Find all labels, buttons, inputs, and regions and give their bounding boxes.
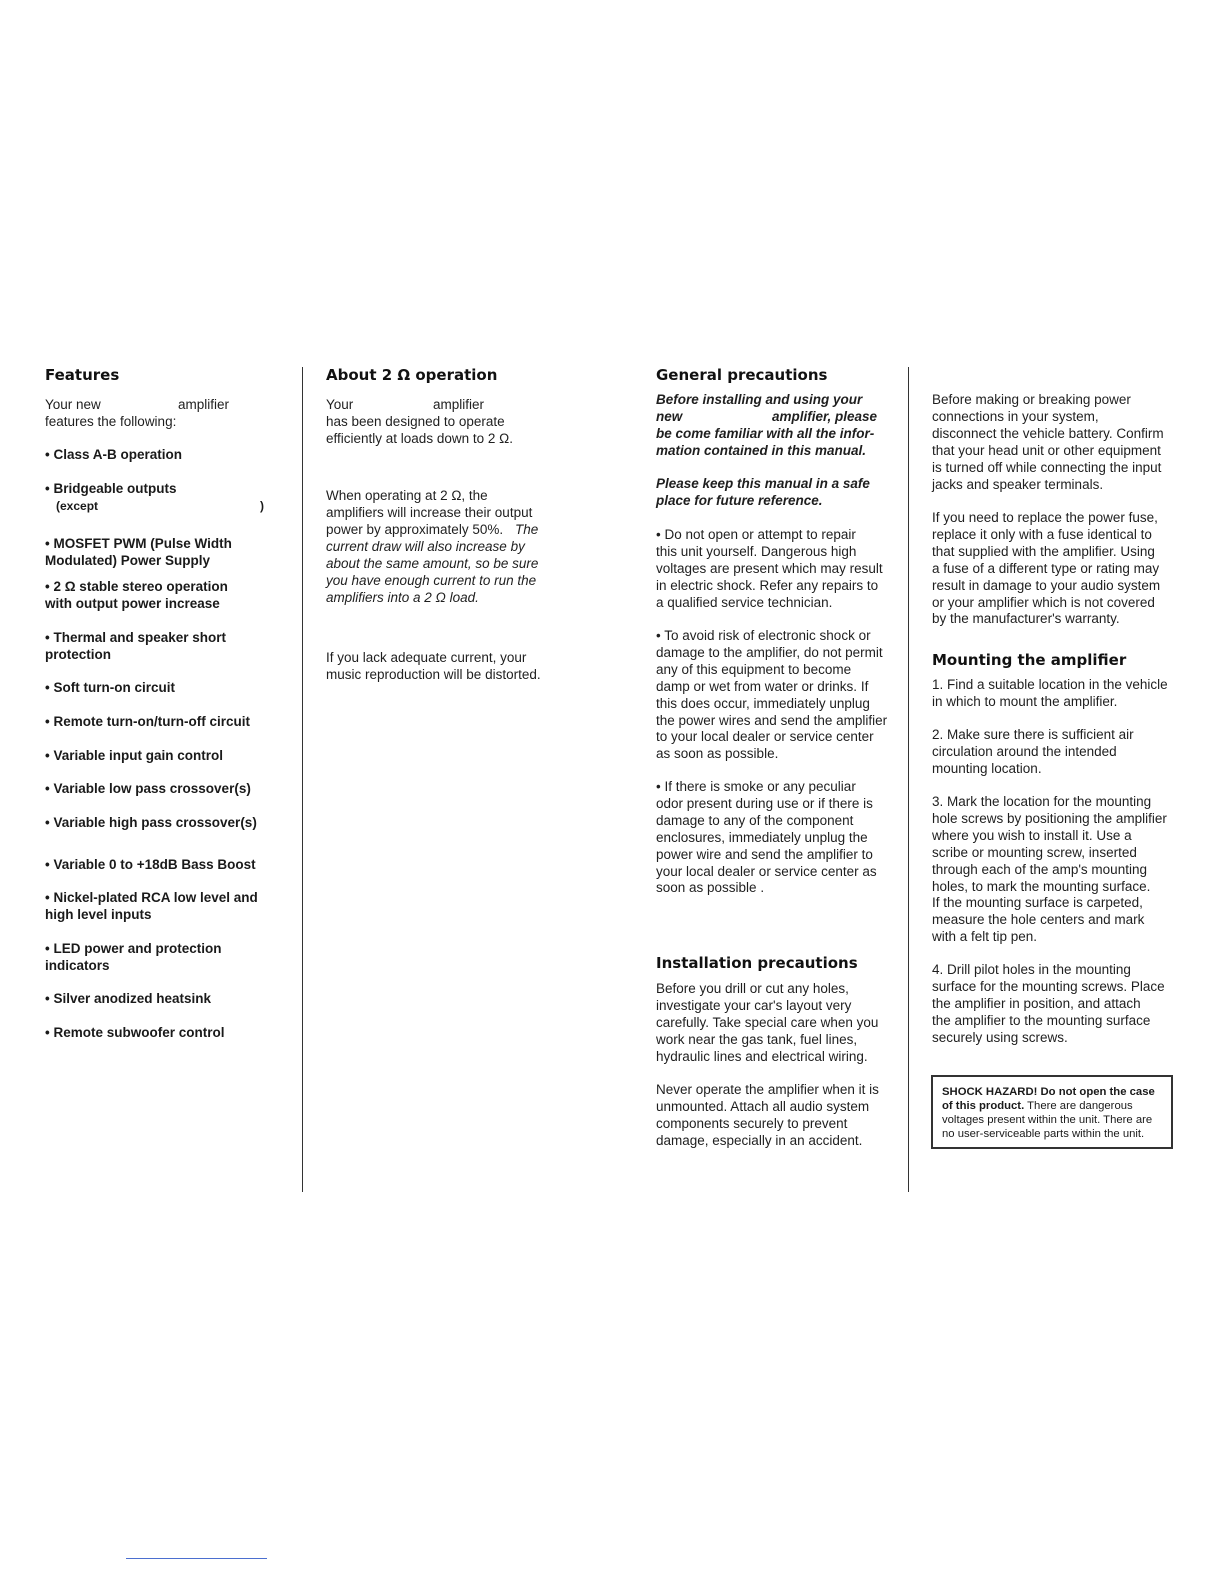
- feature-item: • Bridgeable outputs: [45, 481, 177, 496]
- about-paragraph-3: If you lack adequate current, your music reproduction will be distorted.: [326, 650, 541, 682]
- right-paragraph-1: Before making or breaking power connections in your system, disconnect the vehicle battery. Confirm that your head unit or other equipment is turned off while connecting the input jacks and speaker terminals.: [932, 392, 1164, 492]
- feature-item: • Thermal and speaker short protection: [45, 630, 227, 662]
- feature-item: • LED power and protection indicators: [45, 941, 222, 973]
- feature-item: • Class A-B operation: [45, 447, 182, 462]
- about-heading: About 2 Ω operation: [326, 366, 498, 384]
- feature-item-note: (except: [56, 499, 99, 513]
- intro-text-1: Your new: [45, 397, 101, 412]
- mounting-heading: Mounting the amplifier: [932, 651, 1127, 669]
- general-keep-manual: Please keep this manual in a safe place for future reference.: [656, 476, 870, 508]
- feature-item-note-close: ): [260, 499, 264, 513]
- installation-paragraph-1: Before you drill or cut any holes, investigate your car's layout very carefully. Take special care when you work near the gas tank, fuel lines, hydraulic lines and electrical wiring.: [656, 981, 879, 1064]
- right-paragraph-2: If you need to replace the power fuse, replace it only with a fuse identical to that supplied with the amplifier. Using a fuse of a different type or rating may result in damage to your audio system or your amplifier which is not covered by the manufacturer's warranty.: [932, 510, 1161, 627]
- installation-heading: Installation precautions: [656, 954, 858, 972]
- shock-hazard-warning-box: [931, 1075, 1173, 1149]
- feature-item: • 2 Ω stable stereo operation with output power increase: [45, 579, 228, 611]
- column-divider: [302, 367, 303, 1192]
- warning-text: There are dangerous voltages present within the unit. There are no user-serviceable parts within the unit.: [942, 1100, 1153, 1140]
- feature-item: • Nickel-plated RCA low level and high level inputs: [45, 890, 258, 922]
- feature-item: • Silver anodized heatsink: [45, 991, 212, 1006]
- installation-paragraph-2: Never operate the amplifier when it is unmounted. Attach all audio system components securely to prevent damage, especially in an accident.: [656, 1082, 879, 1148]
- feature-item: • MOSFET PWM (Pulse Width Modulated) Power Supply: [45, 536, 232, 568]
- general-bullet-2: • To avoid risk of electronic shock or damage to the amplifier, do not permit any of this equipment to become damp or wet from water or drinks. If this does occur, immediately unplug the power wires and send the amplifier to your local dealer or service center as soon as possible.: [656, 628, 888, 762]
- feature-item: • Variable low pass crossover(s): [45, 781, 251, 796]
- features-column: [45, 365, 290, 1065]
- general-bullet-1: • Do not open or attempt to repair this unit yourself. Dangerous high voltages are present which may result in electric shock. Refer any repairs to a qualified service technician.: [656, 527, 883, 610]
- warning-bold-text: SHOCK HAZARD! Do not open the case of this product.: [942, 1086, 1155, 1112]
- mounting-step-3: 3. Mark the location for the mounting hole screws by positioning the amplifier where you wish to install it. Use a scribe or mounting screw, inserted through each of the amp's mounting holes, to mark the mounting surface. If the mounting surface is carpeted, measure the hole centers and mark with a felt tip pen.: [932, 794, 1167, 945]
- link-underline: [126, 1558, 267, 1559]
- about-column: [326, 365, 576, 695]
- mounting-column: [932, 365, 1172, 1065]
- general-warning-line-1: Before installing and using your: [656, 392, 863, 407]
- feature-item: • Soft turn-on circuit: [45, 680, 175, 695]
- feature-item: • Remote subwoofer control: [45, 1025, 225, 1040]
- general-warning-amplifier: amplifier, please: [772, 409, 878, 424]
- general-warning-line-3: be come familiar with all the infor- mation contained in this manual.: [656, 426, 875, 458]
- general-heading: General precautions: [656, 366, 828, 384]
- intro-text-3: features the following:: [45, 414, 177, 429]
- precautions-column: [656, 365, 891, 1155]
- mounting-step-1: 1. Find a suitable location in the vehicle in which to mount the amplifier.: [932, 677, 1168, 709]
- feature-item: • Variable high pass crossover(s): [45, 815, 257, 830]
- about-text-your: Your: [326, 397, 354, 412]
- intro-text-2: amplifier: [178, 397, 230, 412]
- feature-item: • Variable input gain control: [45, 748, 223, 763]
- column-divider: [908, 367, 909, 1192]
- about-paragraph-2-italic: The current draw will also increase by about the same amount, so be sure you have enough current to run the amplifiers into a 2 Ω load.: [326, 522, 539, 605]
- mounting-step-2: 2. Make sure there is sufficient air circulation around the intended mounting location.: [932, 727, 1134, 776]
- about-paragraph-2: When operating at 2 Ω, the amplifiers will increase their output power by approximately 50%.: [326, 488, 533, 537]
- features-heading: Features: [45, 366, 120, 384]
- feature-item: • Remote turn-on/turn-off circuit: [45, 714, 250, 729]
- about-paragraph-1: has been designed to operate efficiently at loads down to 2 Ω.: [326, 414, 513, 446]
- mounting-step-4: 4. Drill pilot holes in the mounting surface for the mounting screws. Place the amplifier in position, and attach the amplifier to the mounting surface securely using screws.: [932, 962, 1165, 1045]
- general-warning-new: new: [656, 409, 683, 424]
- feature-item: • Variable 0 to +18dB Bass Boost: [45, 857, 256, 872]
- about-text-amplifier: amplifier: [433, 397, 485, 412]
- general-bullet-3: • If there is smoke or any peculiar odor present during use or if there is damage to any of the component enclosures, immediately unplug the power wire and send the amplifier to your local dealer or service center as soon as possible .: [656, 779, 877, 896]
